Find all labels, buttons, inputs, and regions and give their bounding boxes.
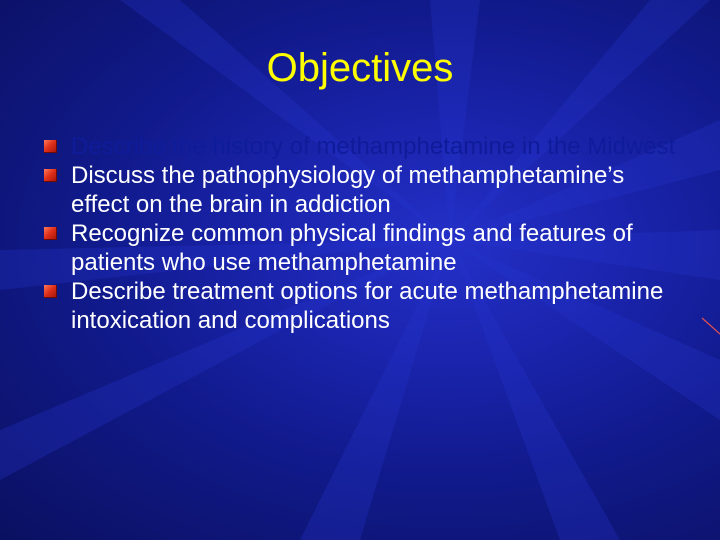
bullet-item (44, 277, 684, 335)
bullet-text: Describe the history of methamphetamine in the Midwest (71, 133, 676, 160)
square-bullet-icon (44, 285, 57, 298)
bullet-item (44, 219, 684, 277)
bullet-text: Recognize common physical findings and features of patients who use methamphetamine (71, 220, 633, 276)
slide-title: Objectives (266, 46, 454, 90)
bullet-list (44, 132, 684, 335)
bullet-item (44, 161, 684, 219)
square-bullet-icon (44, 227, 57, 240)
bullet-text: Describe treatment options for acute methamphetamine intoxication and complications (71, 278, 664, 334)
bullet-text: Discuss the pathophysiology of methamphetamine’s effect on the brain in addiction (71, 162, 625, 218)
square-bullet-icon (44, 140, 57, 153)
bullet-item (44, 132, 684, 161)
square-bullet-icon (44, 169, 57, 182)
